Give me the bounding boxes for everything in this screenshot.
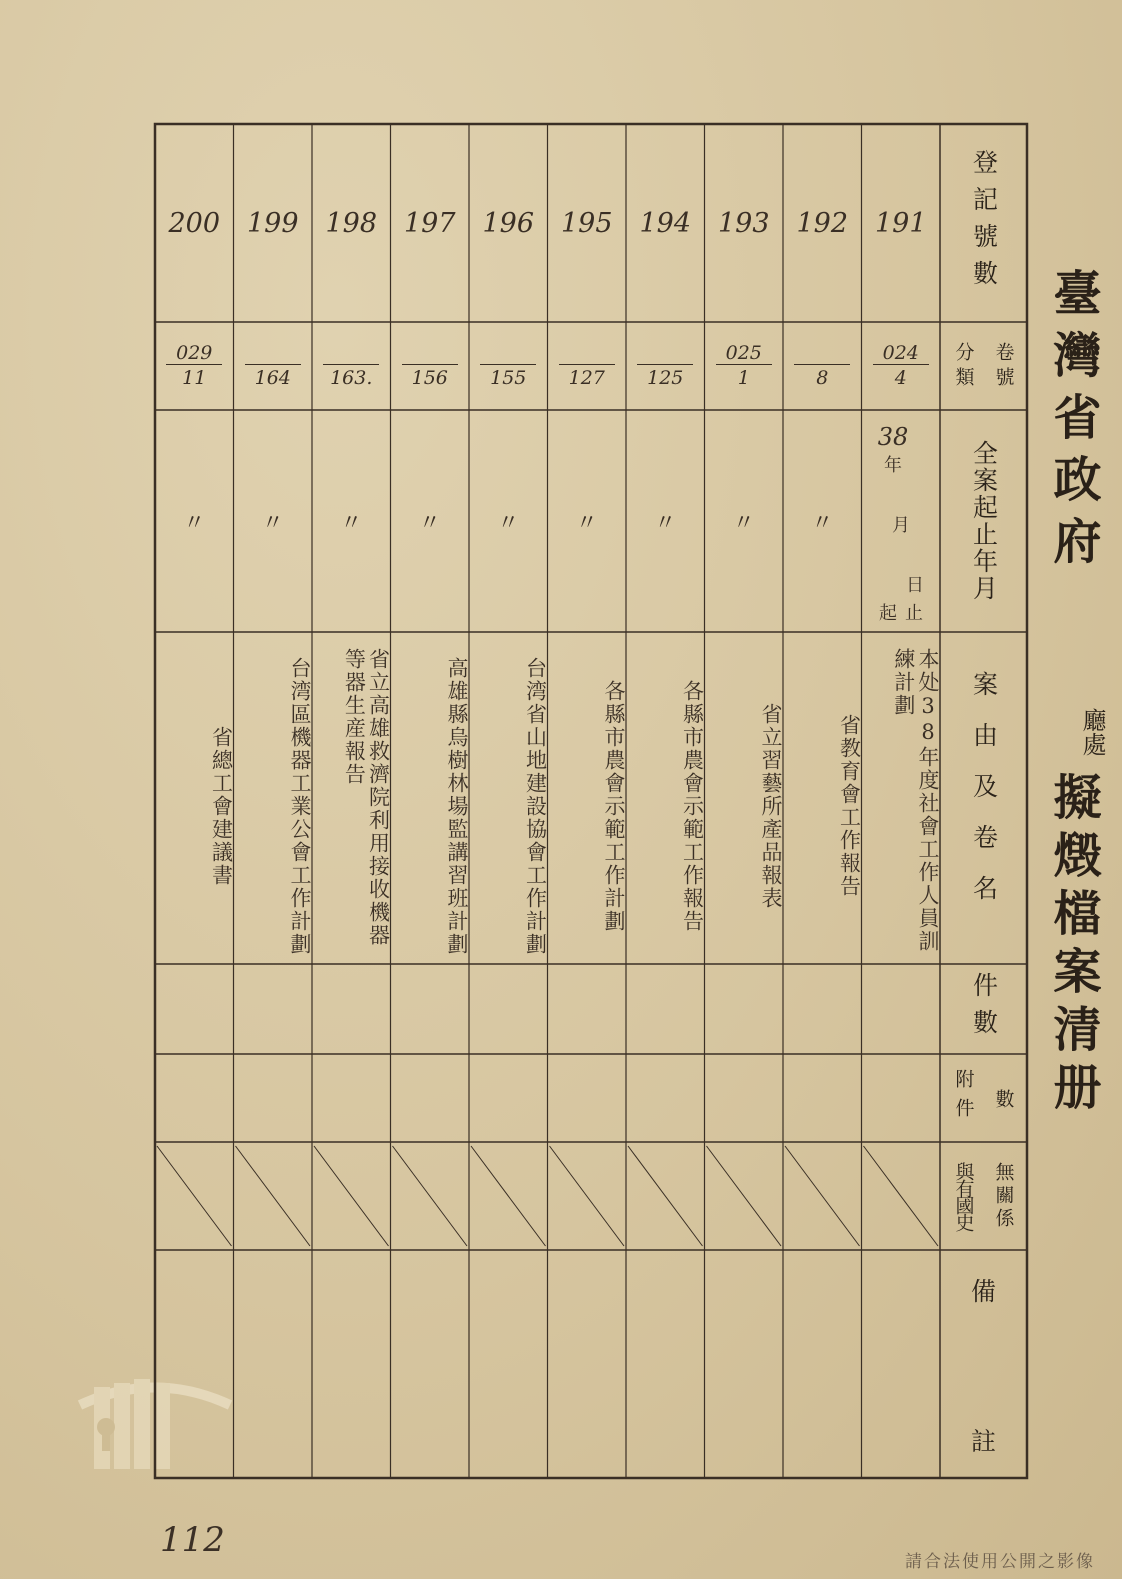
class-no-divider xyxy=(716,364,772,365)
class-no-cell xyxy=(312,322,391,410)
header-remarks-top: 備 xyxy=(970,1277,996,1306)
header-count: 件數 xyxy=(969,972,999,1046)
reg-no-cell: 192 xyxy=(796,207,849,239)
case-name-cell: 省立高雄救濟院利用接收機器等器生産報告 xyxy=(342,648,391,947)
class-no-top: 024 xyxy=(882,342,919,364)
case-name-cell: 各縣市農會示範工作報告 xyxy=(680,679,705,933)
relation-slash-mark xyxy=(707,1146,782,1246)
class-no-bottom: 156 xyxy=(411,367,448,389)
class-no-divider xyxy=(166,364,222,365)
class-no-bottom: 155 xyxy=(490,367,527,389)
class-no-bottom: 8 xyxy=(816,367,829,389)
date-end-label: 止 xyxy=(905,603,923,624)
class-no-bottom: 127 xyxy=(568,367,605,389)
usage-watermark: 請合法使用公開之影像 xyxy=(905,1552,1095,1572)
relation-slash-mark xyxy=(864,1146,939,1246)
relation-slash-mark xyxy=(628,1146,703,1246)
header-date-range: 全案起止年月 xyxy=(969,440,999,602)
class-no-divider xyxy=(402,364,458,365)
class-no-cell xyxy=(391,322,470,410)
class-no-top: 025 xyxy=(725,342,762,364)
date-year-label: 年 xyxy=(884,455,902,476)
class-no-cell xyxy=(155,322,234,410)
reg-no-cell: 200 xyxy=(168,207,221,239)
document-subtitle: 擬燬檔案清册 xyxy=(1045,772,1101,1120)
relation-slash-mark xyxy=(236,1146,311,1246)
date-month-label: 月 xyxy=(892,515,910,536)
relation-slash-mark xyxy=(314,1146,389,1246)
relation-slash-mark xyxy=(393,1146,468,1246)
header-reg-no: 登記號數 xyxy=(969,149,999,297)
header-relation-right: 無關係 xyxy=(992,1161,1015,1231)
date-year-value: 38 xyxy=(877,423,909,451)
header-remarks-bottom: 註 xyxy=(970,1427,996,1456)
case-name-cell: 省立習藝所產品報表 xyxy=(759,702,783,910)
class-no-divider xyxy=(323,364,379,365)
case-name-cell: 省總工會建議書 xyxy=(209,725,234,887)
reg-no-cell: 191 xyxy=(874,207,927,239)
class-no-bottom: 164 xyxy=(254,367,291,389)
date-ditto-cell: 〃 xyxy=(183,510,206,536)
class-no-cell xyxy=(783,322,862,410)
class-no-divider xyxy=(480,364,536,365)
relation-slash-mark xyxy=(157,1146,232,1246)
case-name-cell: 各縣市農會示範工作計劃 xyxy=(602,679,626,933)
reg-no-cell: 196 xyxy=(482,207,535,239)
date-detail-first-row xyxy=(862,410,940,632)
date-ditto-cell: 〃 xyxy=(654,510,677,536)
header-class-no: 分類 xyxy=(952,342,975,392)
relation-slash-mark xyxy=(785,1146,860,1246)
dept-office-label: 處 xyxy=(1078,732,1106,756)
header-attachment: 附件 xyxy=(952,1069,975,1127)
case-name-cell: 台湾省山地建設協會工作計劃 xyxy=(523,656,548,956)
relation-slash-mark xyxy=(550,1146,625,1246)
reg-no-cell: 198 xyxy=(325,207,378,239)
case-name-cell: 台湾區機器工業公會工作計劃 xyxy=(288,656,312,956)
relation-slash-mark xyxy=(471,1146,546,1246)
reg-no-cell: 195 xyxy=(560,207,613,239)
class-no-cell xyxy=(548,322,627,410)
reg-no-cell: 199 xyxy=(246,207,299,239)
date-start-end xyxy=(879,599,923,625)
date-ditto-cell: 〃 xyxy=(340,510,363,536)
date-day-label: 日 xyxy=(906,575,924,596)
class-no-cell xyxy=(626,322,705,410)
class-no-bottom: 163. xyxy=(330,367,373,389)
reg-no-cell: 193 xyxy=(717,207,770,239)
class-no-divider xyxy=(637,364,693,365)
reg-no-cell: 197 xyxy=(403,207,456,239)
class-no-top: 029 xyxy=(176,342,213,364)
reg-no-cell: 194 xyxy=(639,207,692,239)
header-volume-no: 卷號 xyxy=(992,342,1015,392)
class-no-divider xyxy=(245,364,301,365)
class-no-bottom: 11 xyxy=(182,367,207,389)
class-no-divider xyxy=(794,364,850,365)
date-ditto-cell: 〃 xyxy=(497,510,520,536)
document-title: 臺灣省政府 xyxy=(1045,268,1101,578)
class-no-cell xyxy=(705,322,784,410)
page-number: 112 xyxy=(160,1520,225,1560)
date-start-label: 起 xyxy=(879,603,897,624)
date-ditto-cell: 〃 xyxy=(418,510,441,536)
class-no-divider xyxy=(559,364,615,365)
class-no-cell xyxy=(469,322,548,410)
header-relation-left: 與有國史 xyxy=(952,1162,975,1230)
header-case-name: 案由及卷名 xyxy=(969,670,999,926)
date-ditto-cell: 〃 xyxy=(811,510,834,536)
class-no-bottom: 1 xyxy=(737,367,750,389)
dept-hall-label: 廳 xyxy=(1078,708,1106,732)
date-ditto-cell: 〃 xyxy=(575,510,598,536)
class-no-divider xyxy=(873,364,929,365)
class-no-bottom: 4 xyxy=(894,367,907,389)
case-name-cell: 本处38年度社會工作人員訓練計劃 xyxy=(891,648,940,953)
header-attach-count: 數 xyxy=(992,1088,1015,1108)
date-ditto-cell: 〃 xyxy=(732,510,755,536)
case-name-cell: 高雄縣烏樹林場監講習班計劃 xyxy=(445,656,469,956)
class-no-cell xyxy=(234,322,313,410)
class-no-cell xyxy=(862,322,941,410)
date-ditto-cell: 〃 xyxy=(261,510,284,536)
case-name-cell: 省教育會工作報告 xyxy=(837,714,862,898)
class-no-bottom: 125 xyxy=(647,367,684,389)
